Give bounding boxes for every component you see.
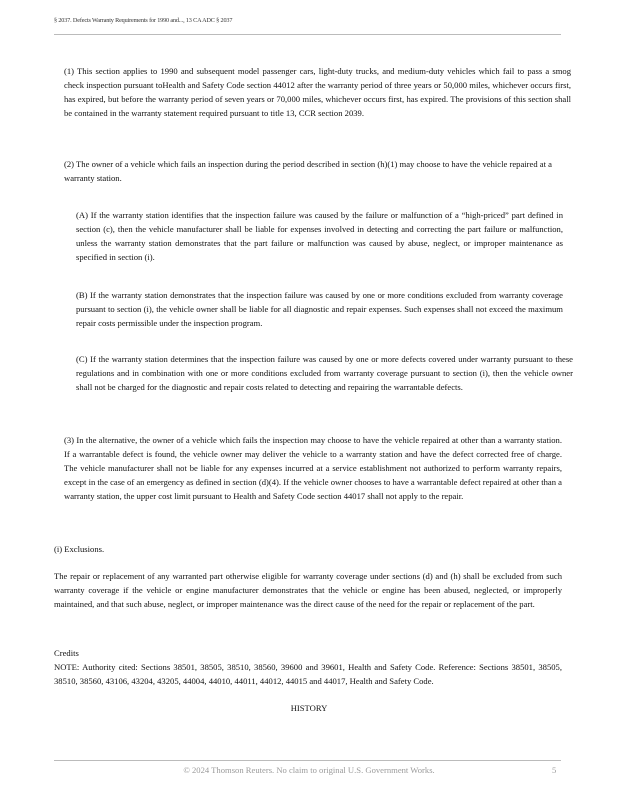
paragraph-h2-b: (B) If the warranty station demonstrates that the inspection failure was caused by one or more conditions excluded from warranty coverage pursuant to section (i), the vehicle owner shall be liable for all diagnostic and repair expenses. Such expenses shall not exceed the maximum repair costs permissible under the inspection program. (76, 290, 563, 328)
footer-divider (54, 760, 561, 761)
paragraph-h2: (2) The owner of a vehicle which fails an inspection during the period described in section (h)(1) may choose to have the vehicle repaired at a warranty station. (64, 159, 552, 183)
header-divider (54, 34, 561, 35)
paragraph-h3: (3) In the alternative, the owner of a vehicle which fails the inspection may choose to have the vehicle repaired at other than a warranty station. If a warrantable defect is found, the vehicle owner may deliver the vehicle to a warranty station and have the defect corrected free of charge. The vehicle manufacturer shall not be liable for any expenses incurred at a service establishment not authorized to perform warranty repairs, except in the case of an emergency as defined in section (d)(4). If the vehicle owner chooses to have a warrantable defect repaired at other than a warranty station, the upper cost limit pursuant to Health and Safety Code section 44017 shall not apply to the repair. (64, 435, 562, 501)
history-heading: HISTORY (290, 703, 328, 713)
footer-copyright: © 2024 Thomson Reuters. No claim to original U.S. Government Works. (183, 765, 435, 775)
paragraph-h2-a: (A) If the warranty station identifies that the inspection failure was caused by the failure or malfunction of a “high-priced” part defined in section (c), then the vehicle manufacturer shall be liable for expenses involved in detecting and correcting the part failure or malfunction, unless the warranty station demonstrates that the part failure or malfunction was caused by abuse, neglect, or improper maintenance as specified in section (i). (76, 210, 563, 262)
paragraph-exclusions: The repair or replacement of any warranted part otherwise eligible for warranty coverage under sections (d) and (h) shall be excluded from such warranty coverage if the vehicle or engine manufacturer demonstrates that the vehicle or engine has been abused, neglected, or improperly maintained, and that such abuse, neglect, or improper maintenance was the direct cause of the need for the repair or replacement of the part. (54, 571, 562, 609)
paragraph-h1: (1) This section applies to 1990 and subsequent model passenger cars, light-duty trucks, and medium-duty vehicles which fail to pass a smog check inspection pursuant toHealth and Safety Code section 44012 after the warranty period of three years or 50,000 miles, whichever occurs first, has expired, but before the warranty period of seven years or 70,000 miles, whichever occurs first, has expired. The provisions of this section shall be contained in the warranty statement required pursuant to title 13, CCR section 2039. (64, 66, 571, 118)
credits-note: NOTE: Authority cited: Sections 38501, 38505, 38510, 38560, 39600 and 39601, Health and Safety Code. Reference: Sections 38501, 38505, 38510, 38560, 43106, 43204, 43205, 44004, 44010, 44011, 44012, 44015 and 44017, Health and Safety Code. (54, 662, 562, 686)
running-header: § 2037. Defects Warranty Requirements for 1990 and..., 13 CA ADC § 2037 (54, 17, 233, 24)
section-i-heading: (i) Exclusions. (54, 544, 105, 554)
paragraph-h2-c: (C) If the warranty station determines that the inspection failure was caused by one or more defects covered under warranty pursuant to these regulations and in combination with one or more conditions excluded from warranty coverage pursuant to section (i), then the vehicle owner shall not be charged for the diagnostic and repair costs related to detecting and repairing the warrantable defects. (76, 354, 573, 392)
credits-label: Credits (54, 648, 79, 658)
page-number: 5 (552, 765, 557, 775)
